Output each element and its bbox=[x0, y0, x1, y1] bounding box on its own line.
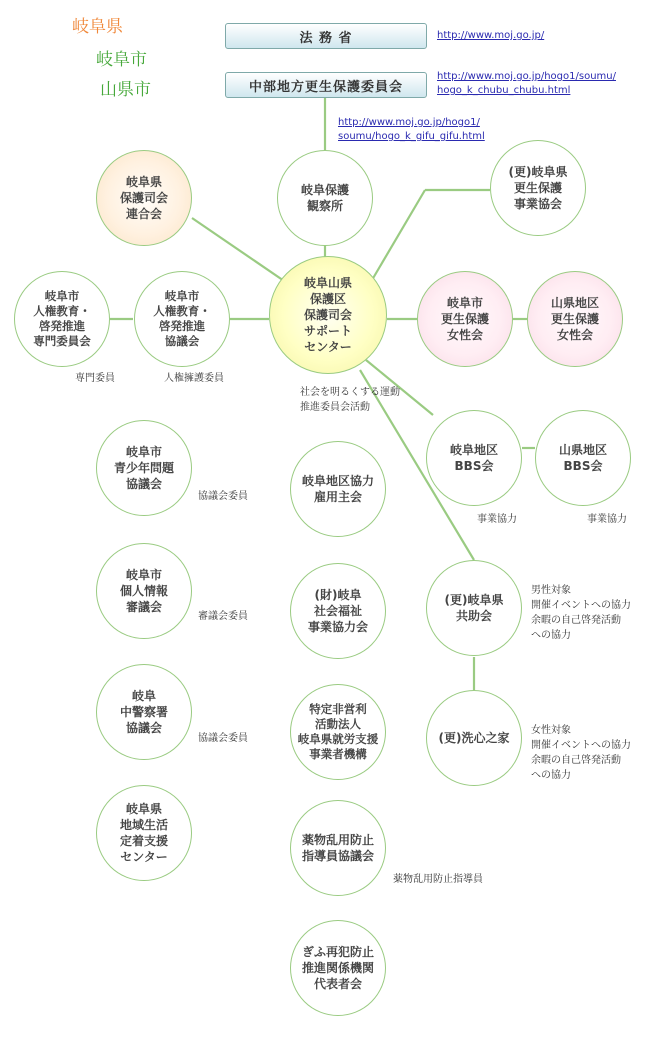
node-shakai-fukushi: (財)岐阜 社会福祉 事業協力会 bbox=[290, 563, 386, 659]
caption-kyoseikai-note: 男性対象 開催イベントへの協力 余暇の自己啓発活動 への協力 bbox=[531, 585, 631, 641]
caption-senshin-note: 女性対象 開催イベントへの協力 余暇の自己啓発活動 への協力 bbox=[531, 725, 631, 781]
node-jinken-kyogikai: 岐阜市 人権教育・ 啓発推進 協議会 bbox=[134, 271, 230, 367]
chubu-link-line1[interactable]: http://www.moj.go.jp/hogo1/soumu/ bbox=[437, 71, 616, 82]
chubu-link-line2[interactable]: hogo_k_chubu_chubu.html bbox=[437, 85, 571, 96]
node-gifu-josei-kai: 岐阜市 更生保護 女性会 bbox=[417, 271, 513, 367]
gifu-kansatsu-link-line2[interactable]: soumu/hogo_k_gifu_gifu.html bbox=[338, 131, 485, 142]
node-gifu-bbs: 岐阜地区 BBS会 bbox=[426, 410, 522, 506]
caption-shingikai-iin: 審議会委員 bbox=[198, 611, 248, 622]
caption-senmon-iin: 専門委員 bbox=[75, 373, 115, 384]
node-pref-hogoshi-rengokai: 岐阜県 保護司会 連合会 bbox=[96, 150, 192, 246]
ministry-link[interactable]: http://www.moj.go.jp/ bbox=[437, 30, 545, 41]
caption-shakai-akaruku: 社会を明るくする運動 推進委員会活動 bbox=[300, 387, 400, 413]
connector-pref-center bbox=[192, 218, 290, 285]
node-support-center: 岐阜山県 保護区 保護司会 サポート センター bbox=[269, 256, 387, 374]
caption-jinken-yogo-iin: 人権擁護委員 bbox=[164, 373, 224, 384]
ministry-box: 法 務 省 bbox=[225, 23, 427, 49]
node-npo-shuro-shien: 特定非営利 活動法人 岐阜県就労支援 事業者機構 bbox=[290, 684, 386, 780]
node-kojin-joho-shingikai: 岐阜市 個人情報 審議会 bbox=[96, 543, 192, 639]
caption-jigyo-kyoryoku-gifu: 事業協力 bbox=[477, 514, 517, 525]
node-kosei-hogo-jigyo-kyokai: (更)岐阜県 更生保護 事業協会 bbox=[490, 140, 586, 236]
node-keisatsusho-kyogikai: 岐阜 中警察署 協議会 bbox=[96, 664, 192, 760]
node-yamagata-bbs: 山県地区 BBS会 bbox=[535, 410, 631, 506]
legend-prefecture: 岐阜県 bbox=[72, 17, 123, 37]
node-jinken-senmon-iinkai: 岐阜市 人権教育・ 啓発推進 専門委員会 bbox=[14, 271, 110, 367]
node-chiiki-seikatsu-teichaku: 岐阜県 地域生活 定着支援 センター bbox=[96, 785, 192, 881]
node-gifu-hogo-kansatsusho: 岐阜保護 観察所 bbox=[277, 150, 373, 246]
connector-kosei-center bbox=[372, 190, 425, 280]
gifu-kansatsu-link-line1[interactable]: http://www.moj.go.jp/hogo1/ bbox=[338, 117, 480, 128]
caption-jigyo-kyoryoku-yamagata: 事業協力 bbox=[587, 514, 627, 525]
chubu-committee-box: 中部地方更生保護委員会 bbox=[225, 72, 427, 98]
caption-yakubutsu-shidoin: 薬物乱用防止指導員 bbox=[393, 874, 483, 885]
caption-kyogikai-iin-keisatsu: 協議会委員 bbox=[198, 733, 248, 744]
node-seishonen-mondai: 岐阜市 青少年問題 協議会 bbox=[96, 420, 192, 516]
node-kyoryoku-koyonushi: 岐阜地区協力 雇用主会 bbox=[290, 441, 386, 537]
node-kyoseikai: (更)岐阜県 共助会 bbox=[426, 560, 522, 656]
node-senshin-no-ie: (更)洗心之家 bbox=[426, 690, 522, 786]
node-yamagata-josei-kai: 山県地区 更生保護 女性会 bbox=[527, 271, 623, 367]
legend-city-gifu: 岐阜市 bbox=[96, 50, 147, 70]
node-yakubutsu-ranyo-boshi: 薬物乱用防止 指導員協議会 bbox=[290, 800, 386, 896]
legend-city-yamagata: 山県市 bbox=[100, 80, 151, 100]
caption-kyogikai-iin-seishonen: 協議会委員 bbox=[198, 491, 248, 502]
node-saihan-boshi: ぎふ再犯防止 推進関係機関 代表者会 bbox=[290, 920, 386, 1016]
